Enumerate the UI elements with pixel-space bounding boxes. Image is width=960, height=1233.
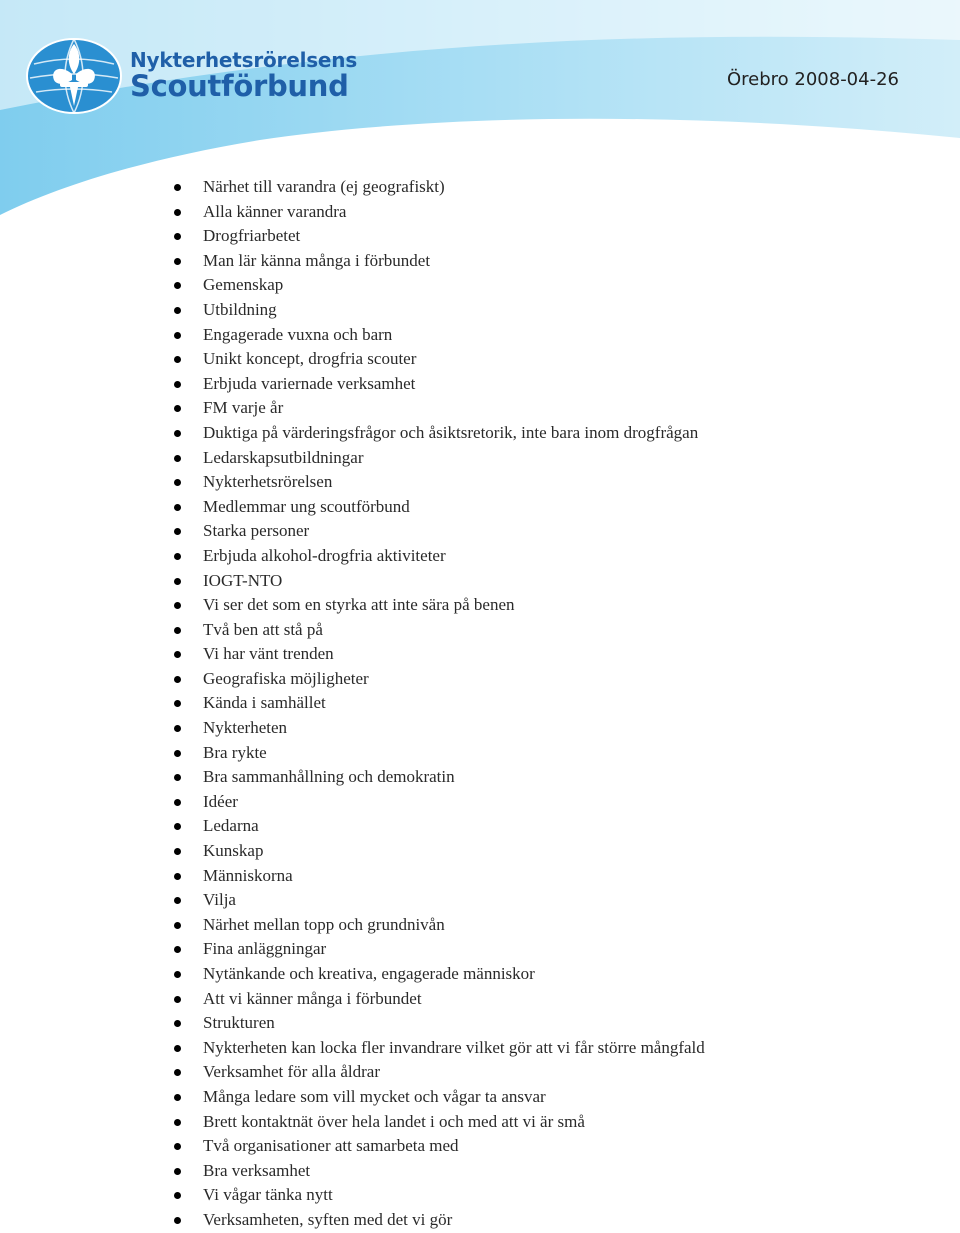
document-date: Örebro 2008-04-26 (726, 69, 899, 90)
list-item (0, 298, 705, 323)
list-item-text: Duktiga på värderingsfrågor och åsiktsretorik, inte bara inom drogfrågan (203, 422, 699, 442)
list-item-text: Kunskap (203, 841, 264, 861)
bullet-icon (174, 479, 181, 486)
list-item (0, 421, 705, 446)
bullet-icon (174, 1143, 181, 1150)
list-item (0, 224, 705, 249)
list-item-text: Bra verksamhet (203, 1160, 311, 1180)
list-item-text: Vilja (203, 890, 236, 910)
bullet-icon (174, 946, 181, 953)
bullet-icon (174, 1119, 181, 1126)
list-item-text: Att vi känner många i förbundet (203, 988, 422, 1008)
list-item (0, 396, 705, 421)
list-item-text: FM varje år (203, 398, 284, 418)
list-item (0, 1110, 705, 1135)
list-item-text: Verksamhet för alla åldrar (203, 1062, 380, 1082)
list-item (0, 864, 705, 889)
organization-name (130, 50, 357, 101)
bullet-icon (174, 455, 181, 462)
list-item (0, 273, 705, 298)
list-item (0, 593, 705, 618)
list-item (0, 249, 705, 274)
bullet-icon (174, 750, 181, 757)
list-item (0, 1060, 705, 1085)
list-item-text: Kända i samhället (203, 693, 326, 713)
list-item (0, 937, 705, 962)
list-item (0, 347, 705, 372)
bullet-icon (174, 1192, 181, 1199)
list-item-text: Erbjuda alkohol-drogfria aktiviteter (203, 545, 446, 565)
list-item-text: Närhet mellan topp och grundnivån (203, 914, 445, 934)
list-item (0, 667, 705, 692)
list-item-text: Fina anläggningar (203, 939, 327, 959)
bullet-icon (174, 430, 181, 437)
bullet-icon (174, 282, 181, 289)
list-item (0, 814, 705, 839)
bullet-icon (174, 651, 181, 658)
bullet-icon (174, 897, 181, 904)
list-item-text: Geografiska möjligheter (203, 668, 369, 688)
list-item-text: Idéer (203, 791, 238, 811)
list-item-text: Vi har vänt trenden (203, 644, 334, 664)
bullet-icon (174, 1045, 181, 1052)
bullet-icon (174, 578, 181, 585)
list-item (0, 839, 705, 864)
list-item (0, 913, 705, 938)
list-item-text: Vi ser det som en styrka att inte sära på benen (203, 595, 515, 615)
list-item (0, 888, 705, 913)
list-item-text: Gemenskap (203, 275, 284, 295)
bullet-icon (174, 996, 181, 1003)
list-item-text: Två organisationer att samarbeta med (203, 1136, 459, 1156)
list-item (0, 1183, 705, 1208)
bullet-icon (174, 233, 181, 240)
list-item (0, 1134, 705, 1159)
bullet-icon (174, 528, 181, 535)
list-item-text: Vi vågar tänka nytt (203, 1185, 333, 1205)
bullet-icon (174, 405, 181, 412)
list-item (0, 495, 705, 520)
list-item (0, 765, 705, 790)
bullet-icon (174, 356, 181, 363)
organization-logo (24, 36, 124, 116)
bullet-icon (174, 848, 181, 855)
list-item (0, 618, 705, 643)
bullet-icon (174, 1020, 181, 1027)
bullet-icon (174, 184, 181, 191)
list-item (0, 323, 705, 348)
list-item (0, 470, 705, 495)
list-item-text: Brett kontaktnät över hela landet i och med att vi är små (203, 1111, 585, 1131)
list-item (0, 716, 705, 741)
list-item-text: Strukturen (203, 1013, 275, 1033)
list-item-text: Utbildning (203, 299, 277, 319)
scout-lily-emblem-icon (24, 36, 124, 116)
bullet-icon (174, 1217, 181, 1224)
list-item-text: Man lär känna många i förbundet (203, 250, 431, 270)
bullet-icon (174, 1168, 181, 1175)
bullet-icon (174, 332, 181, 339)
bullet-icon (174, 1069, 181, 1076)
list-item-text: Många ledare som vill mycket och vågar ta ansvar (203, 1086, 546, 1106)
bullet-icon (174, 307, 181, 314)
list-item (0, 1085, 705, 1110)
list-item (0, 1036, 705, 1061)
bullet-icon (174, 922, 181, 929)
bullet-icon (174, 258, 181, 265)
list-item-text: Alla känner varandra (203, 201, 347, 221)
list-item (0, 790, 705, 815)
bullet-icon (174, 627, 181, 634)
bullet-icon (174, 602, 181, 609)
list-item-text: Två ben att stå på (203, 619, 323, 639)
bullet-icon (174, 774, 181, 781)
bullet-icon (174, 799, 181, 806)
bullet-icon (174, 823, 181, 830)
list-item (0, 446, 705, 471)
list-item (0, 691, 705, 716)
list-item-text: Engagerade vuxna och barn (203, 324, 393, 344)
list-item-text: Nykterheten (203, 718, 288, 738)
list-item-text: Bra rykte (203, 742, 267, 762)
bullet-icon (174, 676, 181, 683)
list-item-text: Starka personer (203, 521, 310, 541)
list-item-text: Erbjuda variernade verksamhet (203, 373, 416, 393)
list-item-text: Medlemmar ung scoutförbund (203, 496, 410, 516)
bullet-icon (174, 381, 181, 388)
list-item (0, 519, 705, 544)
list-item (0, 544, 705, 569)
list-item (0, 569, 705, 594)
list-item-text: IOGT-NTO (203, 570, 283, 590)
list-item-text: Nykterhetsrörelsen (203, 472, 333, 492)
bullet-icon (174, 553, 181, 560)
list-item (0, 372, 705, 397)
list-item (0, 987, 705, 1012)
list-item (0, 741, 705, 766)
list-item-text: Närhet till varandra (ej geografiskt) (203, 177, 445, 196)
list-item-text: Drogfriarbetet (203, 226, 301, 246)
bullet-icon (174, 873, 181, 880)
list-item (0, 962, 705, 987)
list-item (0, 642, 705, 667)
list-item-text: Bra sammanhållning och demokratin (203, 767, 455, 787)
bullet-icon (174, 725, 181, 732)
list-item-text: Nytänkande och kreativa, engagerade människor (203, 964, 535, 983)
list-item (0, 200, 705, 225)
list-item-text: Verksamheten, syften med det vi gör (203, 1209, 453, 1229)
list-item-text: Nykterheten kan locka fler invandrare vilket gör att vi får större mångfald (203, 1037, 705, 1057)
list-item-text: Unikt koncept, drogfria scouter (203, 349, 417, 369)
bullet-icon (174, 700, 181, 707)
list-item (0, 1159, 705, 1184)
list-item (0, 1011, 705, 1036)
list-item-text: Ledarskapsutbildningar (203, 447, 364, 467)
organization-name-line1: Nykterhetsrörelsens (130, 48, 358, 72)
organization-name-line2: Scoutförbund (130, 69, 349, 103)
list-item (0, 175, 705, 200)
bullet-icon (174, 971, 181, 978)
list-item (0, 1208, 705, 1233)
bullet-icon (174, 504, 181, 511)
list-item-text: Ledarna (203, 816, 259, 836)
bullet-icon (174, 1094, 181, 1101)
bullet-icon (174, 209, 181, 216)
bullet-list (0, 175, 705, 1233)
list-item-text: Människorna (203, 865, 293, 885)
